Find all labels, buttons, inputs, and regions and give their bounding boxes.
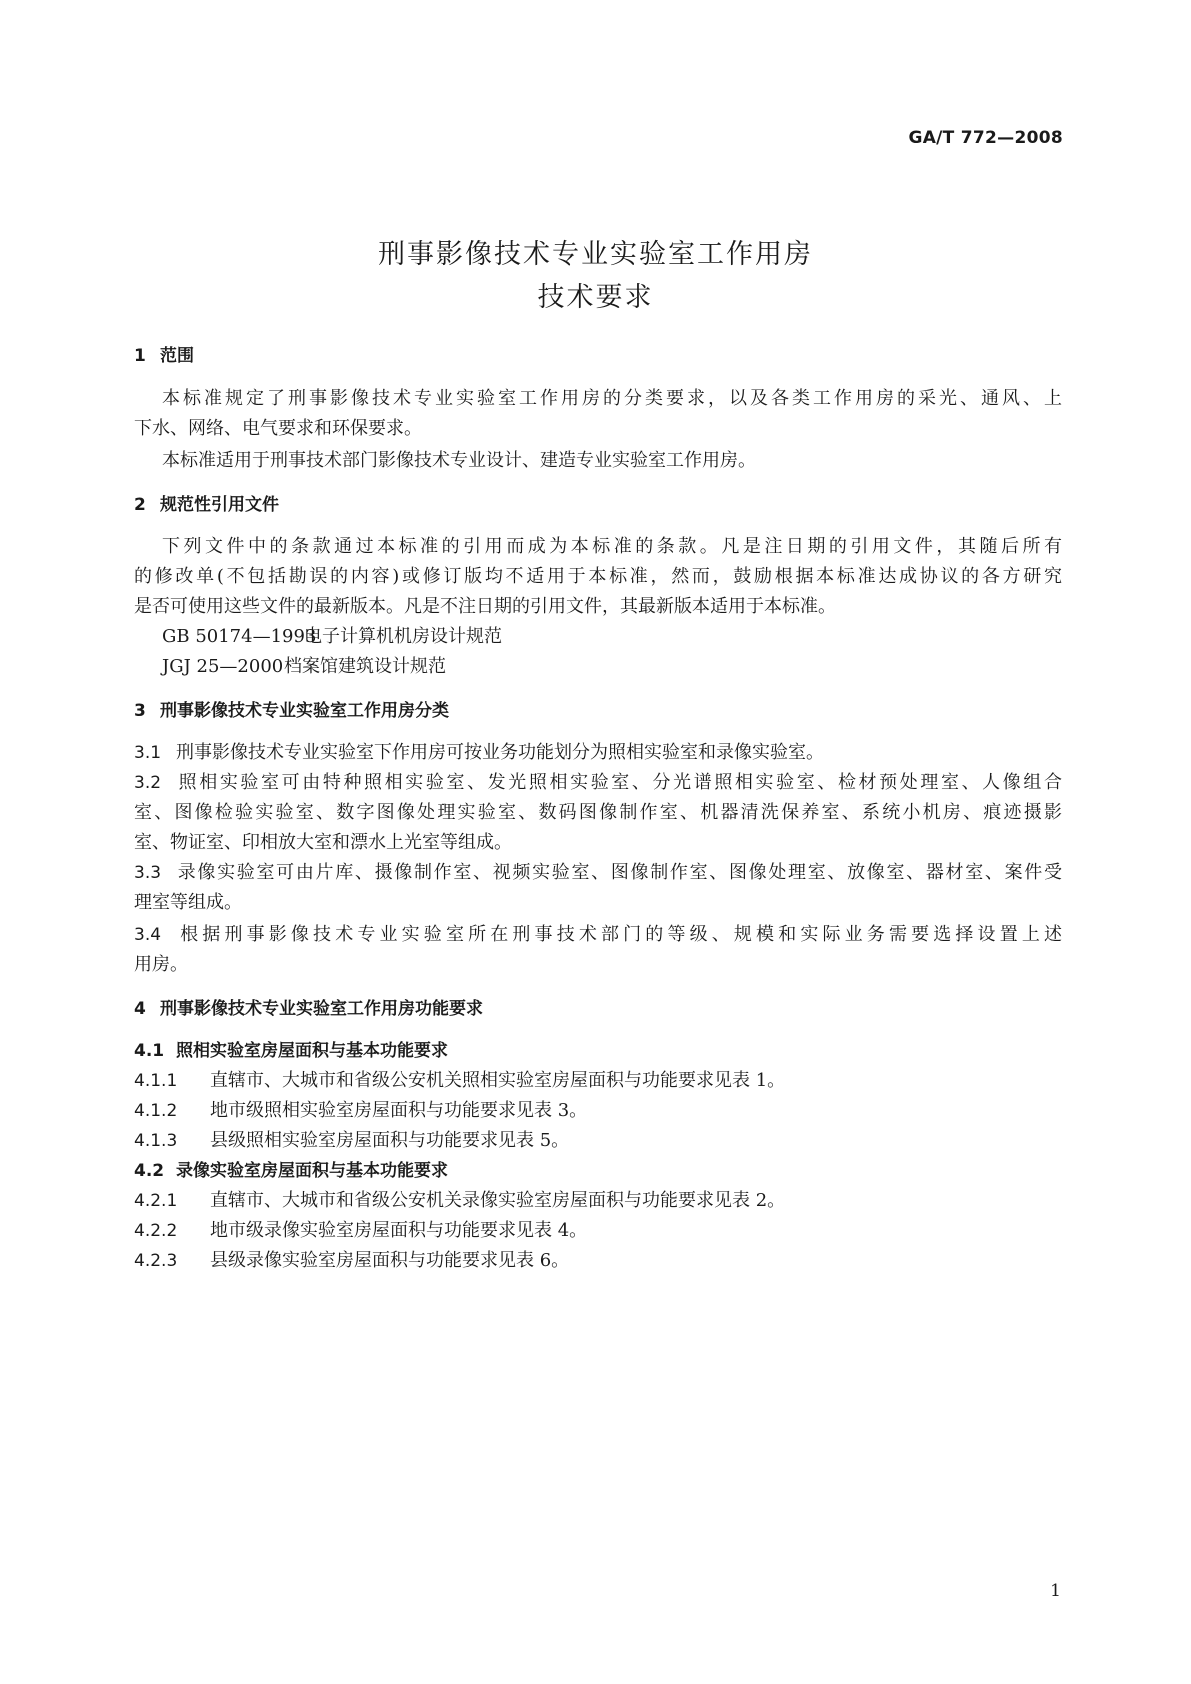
clause-number: 4.2.3 <box>134 1251 178 1271</box>
page-number: 1 <box>1050 1581 1061 1601</box>
paragraph-line: 下列文件中的条款通过本标准的引用而成为本标准的条款。凡是注日期的引用文件，其随后所有 <box>162 536 1062 557</box>
subsection-number: 4.1 <box>134 1041 165 1061</box>
clause-number: 4.2.2 <box>134 1221 178 1241</box>
clause-text: 县级录像实验室房屋面积与功能要求见表 6。 <box>210 1250 570 1271</box>
subsection-4-1-heading <box>134 1038 1062 1064</box>
clause-number: 3.1 <box>134 743 162 763</box>
clause-number: 3.2 <box>134 773 162 793</box>
section-1-heading <box>134 343 1062 369</box>
clause-text: 地市级录像实验室房屋面积与功能要求见表 4。 <box>210 1220 588 1241</box>
section-title: 规范性引用文件 <box>160 495 279 515</box>
clause-4-2-2 <box>134 1218 1062 1244</box>
clause-4-1-1 <box>134 1068 1062 1094</box>
section-title: 刑事影像技术专业实验室工作用房分类 <box>160 701 449 721</box>
clause-text: 根据刑事影像技术专业实验室所在刑事技术部门的等级、规模和实际业务需要选择设置上述 <box>176 924 1062 945</box>
paragraph-line: 下水、网络、电气要求和环保要求。 <box>134 418 422 439</box>
clause-text: 照相实验室可由特种照相实验室、发光照相实验室、分光谱照相实验室、检材预处理室、人像组合 <box>176 772 1062 793</box>
section-title: 范围 <box>160 346 194 366</box>
paragraph-line: 本标准适用于刑事技术部门影像技术专业设计、建造专业实验室工作用房。 <box>162 450 756 471</box>
clause-number: 4.1.1 <box>134 1071 178 1091</box>
section-number: 2 <box>134 495 146 515</box>
paragraph-line: 用房。 <box>134 954 188 975</box>
clause-text: 直辖市、大城市和省级公安机关照相实验室房屋面积与功能要求见表 1。 <box>210 1070 786 1091</box>
clause-number: 3.3 <box>134 863 162 883</box>
paragraph-line: 理室等组成。 <box>134 892 242 913</box>
clause-text: 刑事影像技术专业实验室下作用房可按业务功能划分为照相实验室和录像实验室。 <box>176 742 824 763</box>
clause-text: 县级照相实验室房屋面积与功能要求见表 5。 <box>210 1130 570 1151</box>
paragraph-line: 室、物证室、印相放大室和漂水上光室等组成。 <box>134 832 512 853</box>
subsection-4-2-heading <box>134 1158 1062 1184</box>
reference-code: JGJ 25—2000 <box>162 656 284 677</box>
clause-text: 地市级照相实验室房屋面积与功能要求见表 3。 <box>210 1100 588 1121</box>
clause-4-2-3 <box>134 1248 1062 1274</box>
document-title-line1: 刑事影像技术专业实验室工作用房 <box>378 239 813 270</box>
section-4-heading <box>134 996 1062 1022</box>
clause-4-1-2 <box>134 1098 1062 1124</box>
clause-3-1 <box>134 740 1062 766</box>
section-3-heading <box>134 698 1062 724</box>
section-title: 刑事影像技术专业实验室工作用房功能要求 <box>160 999 483 1019</box>
reference-name: 档案馆建筑设计规范 <box>284 656 446 677</box>
clause-text: 录像实验室可由片库、摄像制作室、视频实验室、图像制作室、图像处理室、放像室、器材室、案件受 <box>176 862 1062 883</box>
section-number: 1 <box>134 346 146 366</box>
paragraph-line: 室、图像检验实验室、数字图像处理实验室、数码图像制作室、机器清洗保养室、系统小机房、痕迹摄影 <box>134 802 1062 823</box>
section-number: 4 <box>134 999 146 1019</box>
subsection-title: 录像实验室房屋面积与基本功能要求 <box>176 1161 448 1181</box>
clause-number: 4.1.3 <box>134 1131 178 1151</box>
clause-text: 直辖市、大城市和省级公安机关录像实验室房屋面积与功能要求见表 2。 <box>210 1190 786 1211</box>
clause-3-2 <box>134 770 1062 796</box>
clause-3-3 <box>134 860 1062 886</box>
clause-number: 3.4 <box>134 925 162 945</box>
section-2-heading <box>134 492 1062 518</box>
reference-name: 电子计算机机房设计规范 <box>304 626 502 647</box>
paragraph-line: 是否可使用这些文件的最新版本。凡是不注日期的引用文件，其最新版本适用于本标准。 <box>134 596 836 617</box>
clause-3-4 <box>134 922 1062 948</box>
clause-number: 4.1.2 <box>134 1101 178 1121</box>
reference-item <box>134 624 1090 650</box>
document-title-line2: 技术要求 <box>537 282 654 313</box>
reference-item <box>134 654 1090 680</box>
paragraph-line: 本标准规定了刑事影像技术专业实验室工作用房的分类要求，以及各类工作用房的采光、通风、上 <box>162 388 1062 409</box>
clause-number: 4.2.1 <box>134 1191 178 1211</box>
subsection-number: 4.2 <box>134 1161 165 1181</box>
reference-code: GB 50174—1993 <box>162 626 317 647</box>
subsection-title: 照相实验室房屋面积与基本功能要求 <box>176 1041 448 1061</box>
paragraph-line: 的修改单(不包括勘误的内容)或修订版均不适用于本标准，然而，鼓励根据本标准达成协议的各方研究 <box>134 566 1062 587</box>
section-number: 3 <box>134 701 146 721</box>
clause-4-1-3 <box>134 1128 1062 1154</box>
clause-4-2-1 <box>134 1188 1062 1214</box>
standard-code: GA/T 772—2008 <box>908 128 1063 148</box>
